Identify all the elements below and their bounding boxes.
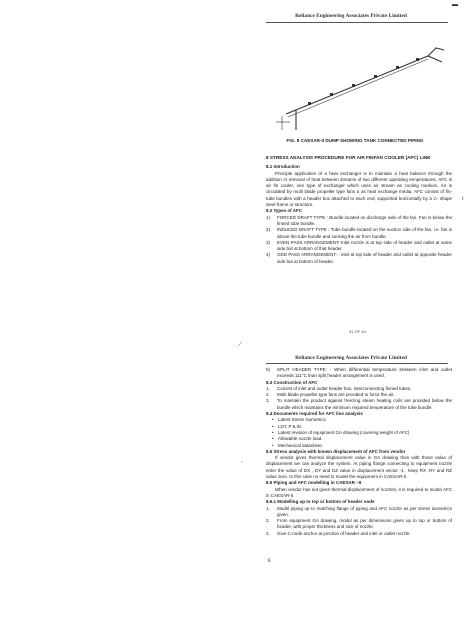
bullet-item	[266, 443, 452, 449]
list-text: To maintain the product against freezing steam heating coils are provided below the bundle which maintains the minimum required temperature of the tube bundle.	[277, 398, 452, 410]
intro-heading: 8.1 Introduction	[266, 164, 300, 170]
modelling-heading: 8.6 Piping and AFC modelling in CAESAR –II	[266, 480, 362, 486]
list-item	[266, 252, 452, 265]
list-text: Consist of inlet and outlet header box, interconnecting finned tubes.	[277, 385, 412, 391]
pipe-end-branch	[428, 48, 444, 56]
list-marker: 3.	[266, 398, 270, 404]
list-item	[266, 531, 452, 537]
displacement-heading: 8.5 Stress analysis with known displacement of AFC from vendor	[266, 448, 406, 454]
list-marker: 1)	[266, 214, 271, 220]
displacement-paragraph: If vendor gives thermal displacement value in GA drawing then with those value of displacement we can analyze the system. At piping flange connecting to equipment nozzle enter the value of DX , DY and DZ value in displacement vector -1 , keep RX ,RY and RZ value zero. In this case no need to model the equipment in CAESAR-II.	[266, 455, 452, 480]
list-text: Give C-node anchor at junction of header and inlet or outlet nozzle.	[277, 530, 411, 536]
scan-mark-right-lower: ,	[241, 458, 243, 464]
page2-body	[266, 367, 452, 537]
bullet-text: LDT, P & ID.	[278, 423, 303, 429]
support-node	[416, 58, 419, 61]
list-text: INDUCED DRAFT TYPE : Tube bundle located on the suction side of the fan. i.e. fan is above the tube bundle and sucking the air from bundle.	[277, 227, 452, 239]
page1-body	[266, 155, 452, 265]
page-number: 31 OF 44	[349, 329, 366, 334]
list-text: EVEN PASS ARRANGEMENT:-Inlet nozzle is at top side of header and outlet at same side but at bottom of that header.	[277, 239, 452, 252]
list-marker: 1.	[266, 385, 270, 391]
bullet-icon: •	[272, 436, 274, 442]
caesar-piping-figure	[268, 26, 448, 134]
list-marker: 4)	[266, 252, 271, 258]
bullet-icon: •	[272, 417, 274, 423]
scan-mark-right: ı	[462, 196, 464, 202]
list-marker: 5)	[266, 367, 271, 372]
bullet-text: Latest revision of equipment GA drawing (covering weight of AFC)	[278, 429, 410, 435]
bullet-text: Allowable nozzle load.	[278, 436, 323, 442]
list-marker: 2)	[266, 227, 271, 233]
section-title: 8 STRESS ANALYSIS PROCEDURE FOR AIR FINFAN COOLER (AFC) LINE	[266, 155, 431, 160]
support-node	[352, 84, 355, 87]
construction-heading: 8.3 Construction of AFC	[266, 379, 318, 385]
figure-caption: FIG. 8 CAESAR-II DUMP SHOWING TANK CONNECTED PIPING	[286, 138, 424, 143]
list-marker: 2.	[266, 392, 270, 398]
list-text: From equipment GA drawing, model as per dimensions given up to top or bottom of header, with proper thickness and size of nozzle.	[277, 518, 452, 530]
types-heading: 8.2 Types of AFC	[266, 208, 303, 214]
bullet-icon: •	[272, 429, 274, 435]
scan-mark-top-right: ▬	[452, 2, 458, 8]
list-item	[266, 518, 452, 531]
bullet-text: Latest Stress isometrics	[278, 417, 326, 423]
support-node	[308, 102, 311, 105]
list-text: Model piping up to matching flange of piping and AFC nozzle as per stress isometrics given.	[277, 505, 452, 517]
list-marker: 3)	[266, 239, 271, 245]
list-marker: 3.	[266, 530, 270, 536]
bullet-icon: •	[272, 423, 274, 429]
pipe-main-run	[286, 56, 442, 114]
list-item	[266, 227, 452, 240]
pipe-parallel-run	[288, 59, 428, 117]
list-item	[266, 367, 452, 380]
documents-heading: 8.4 Documents required for AFC line analysis	[266, 411, 363, 417]
intro-paragraph: Principle application of a heat exchanger is to maintain a heat balance through the addition or removal of heat between streams of two different operating temperatures. AFC is air fin cooler, one type of exchanger which uses air stream as cooling medium. Air is circulated by multi blade propeller type fans a as heat exchange media. AFC consist of fin-tube bundles with a header box attached to each end, supported horizontally by a C- shape steel frame or structure.	[266, 170, 452, 208]
list-item	[266, 240, 452, 253]
support-node	[330, 93, 333, 96]
modelling-paragraph: When vendor has not given thermal displacement of nozzles, it is required to model AFC in CAESAR-II.	[266, 486, 452, 498]
list-text: FORCED DRAFT TYPE : Bundle located on discharge side of the fan. Fan is below the finned tube bundle.	[277, 214, 452, 226]
list-item	[266, 398, 452, 411]
list-text: ODD PASS ARRANGEMENT: - inlet at top side of header and outlet at opposite header side but at bottom of header.	[277, 252, 452, 264]
support-node	[396, 66, 399, 69]
list-item	[266, 506, 452, 519]
modelling-subheading: 8.6.1 Modelling up to top or bottom of header node	[266, 499, 375, 505]
page1-header-rule	[266, 22, 448, 23]
support-node	[374, 75, 377, 78]
page2-header-rule	[266, 363, 448, 364]
list-text: Multi blade propeller type fans are provided to force the air.	[277, 392, 395, 398]
bullet-text: Mechanical datasheet	[278, 442, 322, 448]
scan-mark-bottom: ε	[268, 558, 271, 564]
page1-header: Reliance Engineering Associates Private Limited	[295, 13, 407, 19]
list-marker: 2.	[266, 518, 270, 524]
page2-header: Reliance Engineering Associates Private Limited	[295, 355, 407, 361]
scan-mark-left: ⟋	[238, 342, 243, 348]
list-text: SPLIT HEADER TYPE: - When differential temperature between inlet and outlet exceeds 111°C than split header arrangement is used.	[277, 367, 452, 379]
list-item	[266, 215, 452, 228]
list-marker: 1.	[266, 505, 270, 511]
bullet-icon: •	[272, 442, 274, 448]
